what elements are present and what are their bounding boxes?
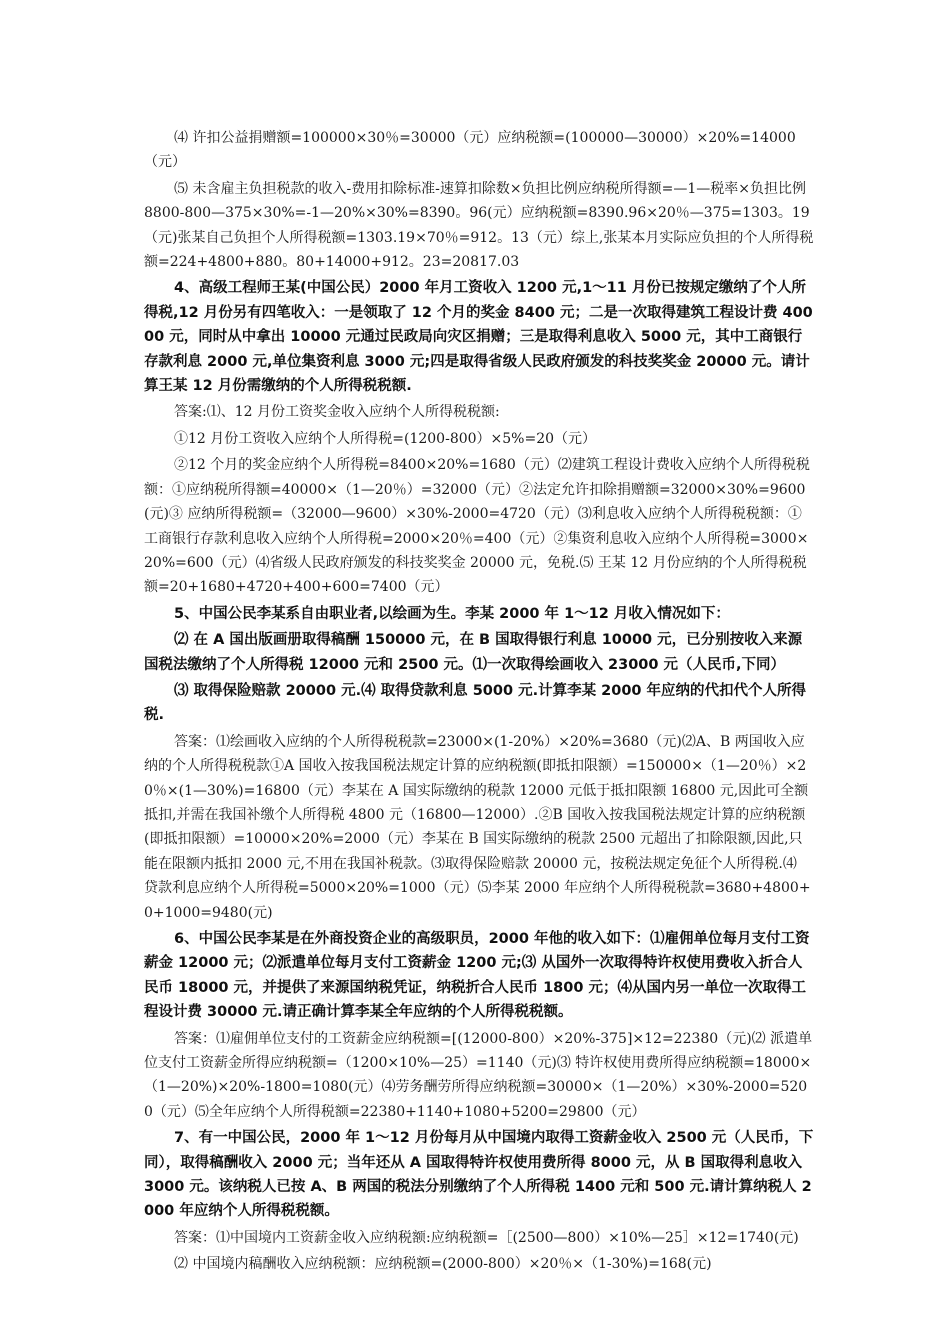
answer-4-step-1: ①12 月份工资收入应纳个人所得税=(1200-800）×5%=20（元）: [174, 430, 597, 447]
answer-6: 答案：⑴雇佣单位支付的工资薪金应纳税额=[(12000-800）×20%-375]×12=22380（元)⑵ 派遣单位支付工资薪金所得应纳税额=（1200×10%—25）=1140（元)⑶ 特许权使用费所得应纳税额=18000×（1—20%)×20%-1800=1080(元）⑷劳务酬劳所得应纳税额=30000×（1—20%）×30%-2000=5200（元）⑸全年应纳个人所得税额=22380+1140+1080+5200=29800（元）: [144, 1030, 813, 1120]
answer-7-step-2: ⑵ 中国境内稿酬收入应纳税额：应纳税额=(2000-800）×20％×（1-30%)=168(元): [174, 1256, 712, 1273]
answer-step-5: ⑸ 未含雇主负担税款的收入-费用扣除标准-速算扣除数×负担比例应纳税所得额=—1—税率×负担比例 8800-800—375×30%=-1—20%×30%=8390。96(元）应纳税额=8390.96×20％—375=1303。19（元)张某自己负担个人所得税额=1303.19×70％=912。13（元）综上,张某本月实际应负担的个人所得税额=224+4800+880。80+14000+912。23=20817.03: [144, 180, 814, 271]
answer-7-step-1: 答案：⑴中国境内工资薪金收入应纳税额:应纳税额=［(2500—800）×10%—25］×12=1740(元): [174, 1229, 799, 1246]
question-5-item-a: ⑵ 在 A 国出版画册取得稿酬 150000 元，在 B 国取得银行利息 10000 元，已分别按收入来源国税法缴纳了个人所得税 12000 元和 2500 元。⑴一次取得绘画收入 23000 元（人民币,下同）: [144, 632, 803, 673]
question-6: 6、中国公民李某是在外商投资企业的高级职员，2000 年他的收入如下：⑴雇佣单位每月支付工资薪金 12000 元；⑵派遣单位每月支付工资薪金 1200 元;⑶ 从国外一次取得特许权使用费收入折合人民币 18000 元，并提供了来源国纳税凭证，纳税折合人民币 1800 元；⑷从国内另一单位一次取得工程设计费 30000 元.请正确计算李某全年应纳的个人所得税税额。: [144, 931, 810, 1021]
question-5-item-b: ⑶ 取得保险赔款 20000 元.⑷ 取得贷款利息 5000 元.计算李某 2000 年应纳的代扣代个人所得税.: [144, 682, 807, 724]
question-7: 7、有一中国公民，2000 年 1～12 月份每月从中国境内取得工资薪金收入 2500 元（人民币，下同），取得稿酬收入 2000 元；当年还从 A 国取得特许权使用费所得 8000 元，从 B 国取得利息收入 3000 元。该纳税人已按 A、B 两国的税法分别缴纳了个人所得税 1400 元和 500 元.请计算纳税人 2000 年应纳个人所得税税额。: [144, 1130, 814, 1220]
question-4: 4、高级工程师王某(中国公民）2000 年月工资收入 1200 元,1～11 月份已按规定缴纳了个人所得税,12 月份另有四笔收入：一是领取了 12 个月的奖金 8400 元；二是一次取得建筑工程设计费 40000 元，同时从中拿出 10000 元通过民政局向灾区捐赠；三是取得利息收入 5000 元，其中工商银行存款利息 2000 元,单位集资利息 3000 元;四是取得省级人民政府颁发的科技奖奖金 20000 元。请计算王某 12 月份需缴纳的个人所得税税额.: [144, 280, 813, 395]
question-5: 5、中国公民李某系自由职业者,以绘画为生。李某 2000 年 1～12 月收入情况如下：: [174, 605, 730, 622]
answer-step-4: ⑷ 许扣公益捐赠额=100000×30％=30000（元）应纳税额=(100000—30000）×20%=14000（元）: [144, 130, 796, 171]
answer-4-body: ②12 个月的奖金应纳个人所得税=8400×20%=1680（元）⑵建筑工程设计费收入应纳个人所得税税额：①应纳税所得额=40000×（1—20％）=32000（元）②法定允许扣除捐赠额=32000×30%=9600(元)③ 应纳所得税额=（32000—9600）×30%-2000=4720（元）⑶利息收入应纳个人所得税税额：①工商银行存款利息收入应纳个人所得税=2000×20％=400（元）②集资利息收入应纳个人所得税=3000×20%=600（元）⑷省级人民政府颁发的科技奖奖金 20000 元，免税.⑸ 王某 12 月份应纳的个人所得税税额=20+1680+4720+400+600=7400（元）: [144, 457, 810, 596]
answer-5: 答案：⑴绘画收入应纳的个人所得税税款=23000×(1-20%）×20%=3680（元)⑵A、B 两国收入应纳的个人所得税税款①A 国收入按我国税法规定计算的应纳税额(即抵扣限额）=150000×（1—20％）×20％×(1—30%)=16800（元）李某在 A 国实际缴纳的税款 12000 元低于抵扣限额 16800 元,因此可全额抵扣,并需在我国补缴个人所得税 4800 元（16800—12000）.②B 国收入按我国税法规定计算的应纳税额(即抵扣限额）=10000×20%=2000（元）李某在 B 国实际缴纳的税款 2500 元超出了扣除限额,因此,只能在限额内抵扣 2000 元,不用在我国补税款。⑶取得保险赔款 20000 元，按税法规定免征个人所得税.⑷ 贷款利息应纳个人所得税=5000×20%=1000（元）⑸李某 2000 年应纳个人所得税税款=3680+4800+0+1000=9480(元): [144, 733, 811, 921]
answer-4-intro: 答案:⑴、12 月份工资奖金收入应纳个人所得税税额:: [174, 404, 500, 421]
